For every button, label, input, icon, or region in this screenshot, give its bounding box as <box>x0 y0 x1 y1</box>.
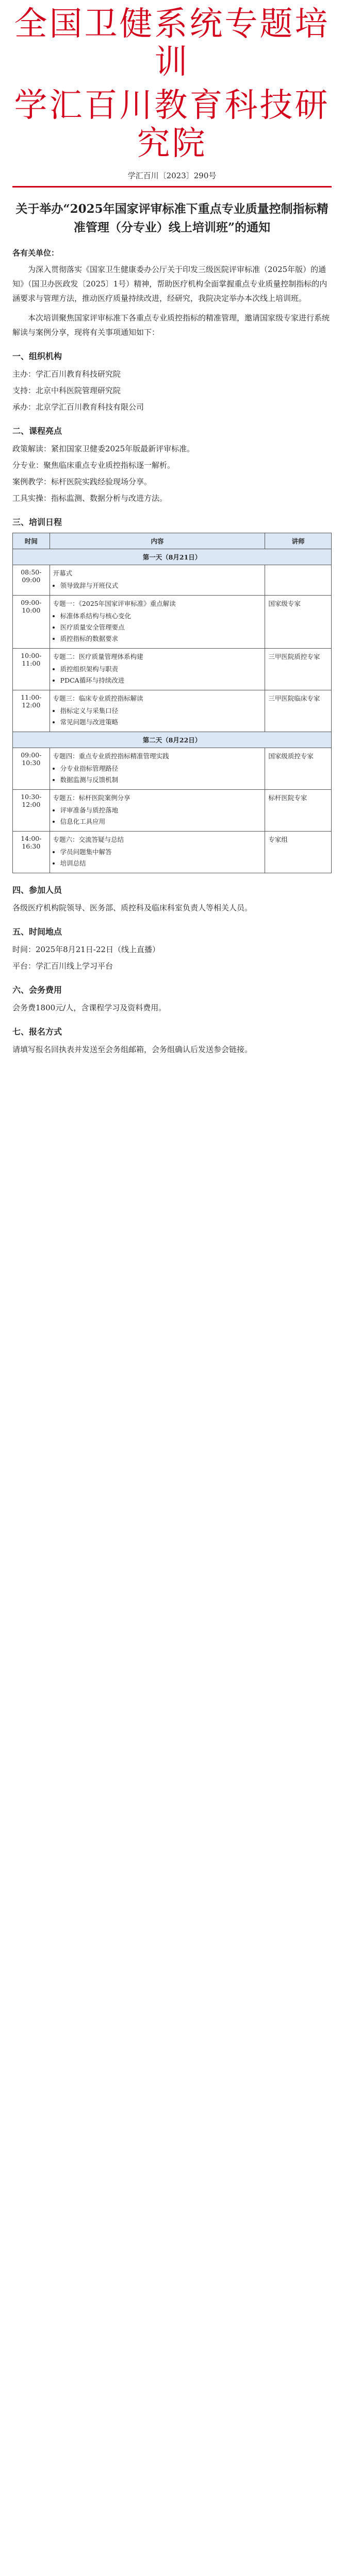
session-bullet: • 分专业指标管理路径 <box>60 764 262 774</box>
section-heading-participants: 四、参加人员 <box>12 885 62 895</box>
session-title: 专题二：医疗质量管理体系构建 <box>53 653 143 660</box>
session-speaker: 国家级专家 <box>265 596 332 649</box>
session-bullet: • 质控指标的数据要求 <box>60 634 262 644</box>
participants-line: 各级医疗机构院领导、医务部、质控科及临床科室负责人等相关人员。 <box>12 903 253 912</box>
org-title-line2: 学汇百川教育科技研究院 <box>14 87 330 163</box>
table-row <box>13 748 332 790</box>
session-bullet: • PDCA循环与持续改进 <box>60 675 262 686</box>
session-content <box>50 790 265 832</box>
table-row <box>13 565 332 596</box>
table-header-time: 时间 <box>13 533 50 549</box>
session-time: 10:30-12:00 <box>13 790 50 832</box>
section-heading-time-location: 五、时间地点 <box>12 927 62 937</box>
table-row <box>13 790 332 832</box>
table-row <box>13 832 332 873</box>
section-heading-registration: 七、报名方式 <box>12 1027 62 1037</box>
table-header-speaker: 讲师 <box>265 533 332 549</box>
session-title: 专题三：临床专业质控指标解读 <box>53 694 143 702</box>
schedule-table-wrapper <box>12 533 332 873</box>
session-bullet: • 质控组织架构与职责 <box>60 664 262 674</box>
session-time: 14:00-16:30 <box>13 832 50 873</box>
section-heading-highlights: 二、课程亮点 <box>12 426 62 436</box>
session-speaker: 标杆医院专家 <box>265 790 332 832</box>
document-header <box>12 5 332 188</box>
table-row <box>13 649 332 690</box>
session-bullet: • 标准体系结构与核心变化 <box>60 611 262 621</box>
highlight-line: 案例教学：标杆医院实践经验现场分享。 <box>12 477 152 486</box>
registration-line: 请填写报名回执表并发送至会务组邮箱，会务组确认后发送参会链接。 <box>12 1045 253 1054</box>
session-bullet: • 学员问题集中解答 <box>60 847 262 857</box>
organizer-line: 主办：学汇百川教育科技研究院 <box>12 369 121 379</box>
notice-title: 关于举办“2025年国家评审标准下重点专业质量控制指标精准管理（分专业）线上培训班”的通知 <box>15 202 329 234</box>
session-bullets <box>53 805 262 827</box>
fees-line: 会务费1800元/人，含课程学习及资料费用。 <box>12 1003 167 1012</box>
session-time: 10:00-11:00 <box>13 649 50 690</box>
section-heading-organizers: 一、组织机构 <box>12 351 62 361</box>
session-bullets <box>53 847 262 869</box>
session-speaker <box>265 565 332 596</box>
highlight-line: 分专业：聚焦临床重点专业质控指标逐一解析。 <box>12 461 175 470</box>
session-bullet: • 医疗质量安全管理要点 <box>60 622 262 633</box>
table-header-content: 内容 <box>50 533 265 549</box>
notice-recipients: 各有关单位： <box>12 248 59 258</box>
table-row <box>13 596 332 649</box>
red-divider <box>12 186 332 188</box>
session-time: 09:00-10:30 <box>13 748 50 790</box>
table-row <box>13 690 332 732</box>
highlight-line: 工具实操：指标监测、数据分析与改进方法。 <box>12 494 168 503</box>
session-bullet: • 培训总结 <box>60 858 262 869</box>
session-content <box>50 832 265 873</box>
session-speaker: 三甲医院质控专家 <box>265 649 332 690</box>
section-heading-schedule: 三、培训日程 <box>12 517 62 527</box>
session-speaker: 专家组 <box>265 832 332 873</box>
section-heading-fees: 六、会务费用 <box>12 985 62 995</box>
session-title: 开幕式 <box>53 569 73 577</box>
session-title: 专题一：《2025年国家评审标准》重点解读 <box>53 600 176 607</box>
session-bullets <box>53 764 262 785</box>
session-bullet: • 信息化工具应用 <box>60 817 262 827</box>
session-content <box>50 565 265 596</box>
session-bullets <box>53 664 262 686</box>
schedule-table <box>12 533 332 873</box>
intro-paragraph-1: 为深入贯彻落实《国家卫生健康委办公厅关于印发三级医院评审标准（2025年版）的通知》（国卫办医政发〔2025〕1号）精神，帮助医疗机构全面掌握重点专业质量控制指标的内涵要求与管理方法，推动医疗质量持续改进，经研究，我院决定举办本次线上培训班。 <box>12 265 327 303</box>
session-bullet: • 常见问题与改进策略 <box>60 717 262 727</box>
org-title-line1: 全国卫健系统专题培训 <box>14 5 330 81</box>
session-bullet: • 指标定义与采集口径 <box>60 706 262 716</box>
session-bullets <box>53 706 262 727</box>
session-content <box>50 649 265 690</box>
highlight-line: 政策解读：紧扣国家卫健委2025年版最新评审标准。 <box>12 444 195 453</box>
session-time: 11:00-12:00 <box>13 690 50 732</box>
organizer-line: 承办：北京学汇百川教育科技有限公司 <box>12 402 144 412</box>
intro-paragraph-2: 本次培训聚焦国家评审标准下各重点专业质控指标的精准管理，邀请国家级专家进行系统解读与案例分享，现将有关事项通知如下： <box>12 313 330 337</box>
session-bullet: • 评审准备与质控落地 <box>60 805 262 816</box>
document-number: 学汇百川〔2023〕290号 <box>127 171 217 180</box>
session-bullet: • 数据监测与反馈机制 <box>60 775 262 785</box>
session-title: 专题六：交流答疑与总结 <box>53 836 124 843</box>
session-bullet: • 领导致辞与开班仪式 <box>60 581 262 591</box>
session-content <box>50 690 265 732</box>
session-speaker: 三甲医院临床专家 <box>265 690 332 732</box>
time-location-line: 平台：学汇百川线上学习平台 <box>12 961 113 971</box>
session-time: 08:50-09:00 <box>13 565 50 596</box>
session-bullets <box>53 611 262 644</box>
time-location-line: 时间：2025年8月21日-22日（线上直播） <box>12 945 160 954</box>
session-content <box>50 748 265 790</box>
notice-page <box>0 5 344 2576</box>
day-label: 第一天（8月21日） <box>13 549 332 565</box>
day-label: 第二天（8月22日） <box>13 732 332 748</box>
session-speaker: 国家级质控专家 <box>265 748 332 790</box>
session-content <box>50 596 265 649</box>
session-title: 专题五：标杆医院案例分享 <box>53 794 130 802</box>
session-title: 专题四：重点专业质控指标精准管理实践 <box>53 752 169 760</box>
session-bullets <box>53 581 262 591</box>
session-time: 09:00-10:00 <box>13 596 50 649</box>
organizer-line: 支持：北京中科医院管理研究院 <box>12 386 121 395</box>
